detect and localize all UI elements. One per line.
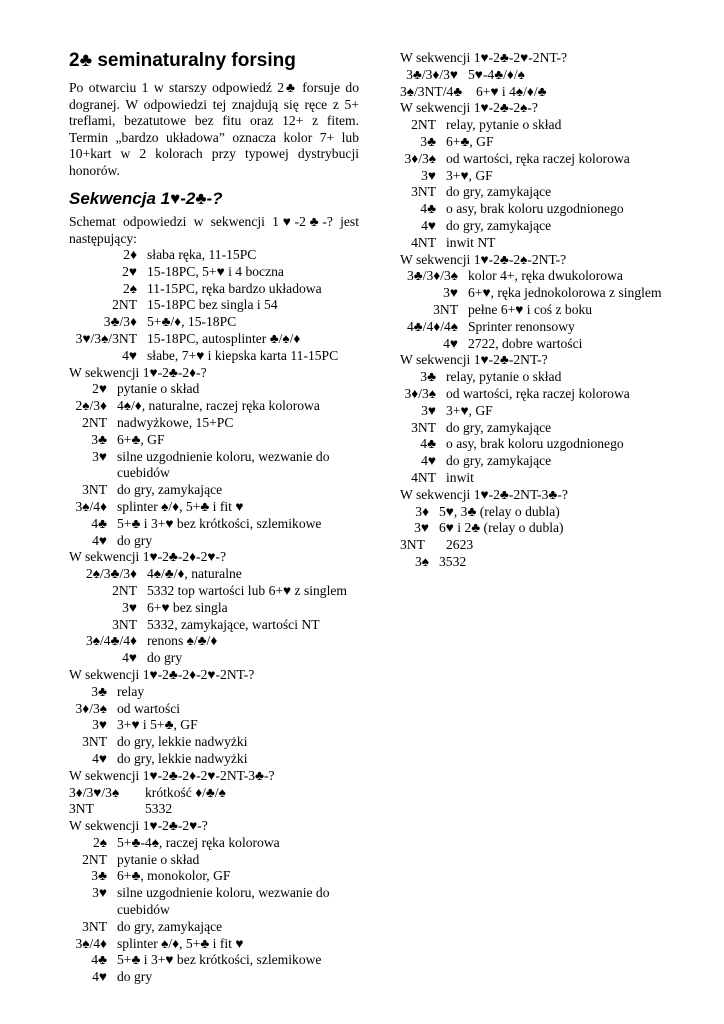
bid-row (400, 285, 708, 302)
bid-row (69, 650, 359, 667)
bid-row (400, 520, 708, 537)
bid-meaning: do gry (117, 969, 153, 985)
bid-meaning: do gry, zamykające (117, 482, 223, 498)
bid-meaning: silne uzgodnienie koloru, wezwanie do cuebidów (117, 448, 330, 481)
bid-row (69, 247, 359, 264)
bid-row (69, 415, 359, 432)
bid-meaning: splinter ♠/♦, 5+♣ i fit ♥ (117, 935, 244, 951)
bid-row (69, 684, 359, 701)
bid-label: 4♥ (421, 217, 436, 233)
bid-row (400, 554, 708, 571)
bid-row (69, 936, 359, 953)
bid-label: 4♣ (91, 952, 107, 968)
bid-label: 3NT (411, 184, 436, 200)
bid-label: 3NT (411, 419, 436, 435)
bid-row (400, 453, 708, 470)
bid-label: 2♦ (123, 247, 137, 262)
sequence-heading: W sekwencji 1♥-2♣-2♦-2♥-? (69, 549, 227, 565)
bid-label: 3♥/3♠/3NT (75, 330, 137, 346)
bid-meaning: inwit NT (446, 234, 496, 250)
sequence-heading: W sekwencji 1♥-2♣-2♥-? (69, 818, 208, 834)
bid-label: 3♥ (122, 599, 137, 615)
bid-row (400, 403, 708, 420)
bid-label: 2NT (112, 582, 137, 598)
bid-label: 2NT (82, 414, 107, 430)
bid-row (400, 319, 708, 336)
bid-meaning: do gry, zamykające (117, 918, 223, 934)
bid-label: 4♣ (420, 436, 436, 452)
bid-meaning: pełne 6+♥ i coś z boku (468, 301, 593, 317)
bid-label: 2♠/3♣/3♦ (85, 566, 137, 582)
bid-row (400, 420, 708, 437)
bid-row (69, 499, 359, 516)
left-column (69, 50, 359, 986)
bid-label: 2♠ (92, 834, 107, 850)
bid-label: 4♥ (421, 453, 436, 469)
bid-meaning: 3+♥ i 5+♣, GF (117, 717, 198, 733)
bid-row (69, 952, 359, 969)
bid-label: 3NT (400, 537, 425, 553)
bid-row (69, 432, 359, 449)
bid-label: 3♣ (420, 369, 436, 385)
bid-meaning: krótkość ♦/♣/♠ (145, 784, 226, 800)
bid-label: 3♦ (415, 503, 429, 519)
bid-meaning: 11-15PC, ręka bardzo układowa (147, 280, 322, 296)
bid-row (400, 218, 708, 235)
bid-meaning: o asy, brak koloru uzgodnionego (446, 201, 624, 217)
bid-meaning: inwit (446, 469, 474, 485)
bid-row (69, 835, 359, 852)
bid-meaning: 5332 top wartości lub 6+♥ z singlem (147, 582, 347, 598)
bid-label: 3♥ (421, 167, 436, 183)
right-column (400, 50, 708, 571)
bid-label: 2♥ (92, 381, 107, 397)
bid-row (69, 919, 359, 936)
bid-meaning: od wartości (117, 700, 181, 716)
bid-row (69, 482, 359, 499)
bid-label: 3NT (82, 918, 107, 934)
bid-label: 3NT (82, 482, 107, 498)
bid-row (69, 281, 359, 298)
bid-meaning: 6+♣, GF (117, 431, 165, 447)
bid-label: 2NT (411, 117, 436, 133)
bid-meaning: relay, pytanie o skład (446, 117, 562, 133)
bid-label: 2♥ (122, 263, 137, 279)
bid-row (400, 302, 708, 319)
bid-row (69, 633, 359, 650)
bid-meaning: słaba ręka, 11-15PC (147, 247, 257, 262)
bid-label: 3♥ (443, 285, 458, 301)
bid-meaning: silne uzgodnienie koloru, wezwanie do cuebidów (117, 885, 330, 918)
bid-row (69, 617, 359, 634)
bid-meaning: relay (117, 683, 145, 699)
bid-meaning: do gry (147, 650, 183, 666)
bid-row (400, 268, 708, 285)
bid-row (400, 470, 708, 487)
bid-row (400, 151, 708, 168)
bid-label: 2NT (82, 851, 107, 867)
bid-row (69, 751, 359, 768)
bid-meaning: 6+♣, GF (446, 133, 494, 149)
bid-label: 3♣ (91, 868, 107, 884)
bid-row (69, 852, 359, 869)
bid-row (400, 84, 708, 101)
bid-label: 3♦/3♠ (404, 385, 436, 401)
bid-label: 3♥ (414, 520, 429, 536)
bid-row (400, 436, 708, 453)
bid-meaning: 4♠/♣/♦, naturalne (147, 566, 242, 582)
bid-label: 3♠/4♦ (75, 498, 107, 514)
bid-meaning: 6+♥ bez singla (147, 599, 228, 615)
sequence-heading: W sekwencji 1♥-2♣-2♥-2NT-? (400, 50, 568, 65)
bid-label: 3♦/3♥/3♠ (69, 784, 120, 800)
bid-meaning: renons ♠/♣/♦ (147, 633, 218, 649)
bid-meaning: 2623 (446, 537, 474, 553)
bid-meaning: 6♥ i 2♣ (relay o dubla) (439, 520, 564, 536)
bid-meaning: pytanie o skład (117, 381, 200, 397)
bid-row (69, 314, 359, 331)
sequence-heading: W sekwencji 1♥-2♣-2♦-? (69, 364, 207, 380)
bid-meaning: do gry, lekkie nadwyżki (117, 750, 248, 766)
bid-label: 3♣/3♦/3♠ (406, 268, 458, 284)
bid-meaning: pytanie o skład (117, 851, 200, 867)
left-bid-list (69, 247, 359, 986)
bid-label: 3♦/3♠ (75, 700, 107, 716)
bid-label: 3♣/3♦ (103, 314, 137, 330)
page-title: 2♣ seminaturalny forsing (69, 50, 296, 71)
bid-meaning: 15-18PC, autosplinter ♣/♠/♦ (147, 330, 301, 346)
bid-row (400, 386, 708, 403)
bid-meaning: od wartości, ręka raczej kolorowa (446, 150, 630, 166)
bid-meaning: słabe, 7+♥ i kiepska karta 11-15PC (147, 347, 339, 363)
bid-label: 3♠/4♣/4♦ (85, 633, 137, 649)
bid-meaning: o asy, brak koloru uzgodnionego (446, 436, 624, 452)
bid-meaning: 6+♥, ręka jednokolorowa z singlem (468, 285, 662, 301)
bid-label: 4NT (411, 234, 436, 250)
bid-row (400, 184, 708, 201)
bid-label: 2NT (112, 297, 137, 313)
right-bid-list (400, 50, 708, 571)
bid-row (69, 885, 359, 919)
bid-row (69, 331, 359, 348)
bid-label: 3NT (112, 616, 137, 632)
bid-label: 4NT (411, 469, 436, 485)
bid-label: 3♠ (414, 553, 429, 569)
bid-row (400, 504, 708, 521)
bid-row (400, 67, 708, 84)
sequence-heading: W sekwencji 1♥-2♣-2NT-? (400, 352, 548, 368)
bid-label: 4♥ (443, 335, 458, 351)
bid-meaning: 5+♣/♦, 15-18PC (147, 314, 237, 330)
bid-row (69, 717, 359, 734)
bid-meaning: 5♥-4♣/♦/♠ (468, 66, 525, 82)
bid-label: 3♥ (92, 448, 107, 464)
bid-row (400, 537, 708, 554)
bid-label: 4♣ (91, 515, 107, 531)
bid-label: 3♠/3NT/4♣ (400, 83, 463, 99)
bid-label: 3♠/4♦ (75, 935, 107, 951)
bid-row (69, 969, 359, 986)
bid-meaning: Sprinter renonsowy (468, 318, 575, 334)
bid-meaning: 5♥, 3♣ (relay o dubla) (439, 503, 560, 519)
bid-row (400, 168, 708, 185)
bid-meaning: do gry (117, 532, 153, 548)
bid-meaning: 6+♥ i 4♠/♦/♣ (476, 83, 547, 99)
bid-label: 3♣ (420, 133, 436, 149)
bid-meaning: 5332 (145, 801, 173, 817)
bid-meaning: 4♠/♦, naturalne, raczej ręka kolorowa (117, 398, 320, 414)
bid-row (69, 264, 359, 281)
bid-row (69, 533, 359, 550)
sequence-heading: W sekwencji 1♥-2♣-2NT-3♣-? (400, 486, 568, 502)
sequence-heading: W sekwencji 1♥-2♣-2♦-2♥-2NT-? (69, 666, 255, 682)
bid-label: 3♣ (91, 431, 107, 447)
bid-label: 4♥ (122, 650, 137, 666)
bid-row (69, 600, 359, 617)
bid-row (69, 583, 359, 600)
bid-row (69, 801, 359, 818)
bid-row (69, 566, 359, 583)
bid-meaning: splinter ♠/♦, 5+♣ i fit ♥ (117, 498, 244, 514)
bid-label: 3NT (82, 734, 107, 750)
bid-meaning: 3+♥, GF (446, 167, 493, 183)
bid-row (69, 449, 359, 483)
bid-meaning: relay, pytanie o skład (446, 369, 562, 385)
bid-label: 3NT (433, 301, 458, 317)
bid-row (69, 785, 359, 802)
bid-meaning: do gry, zamykające (446, 217, 552, 233)
bid-label: 4♣ (420, 201, 436, 217)
bid-label: 3♥ (92, 885, 107, 901)
bid-row (69, 516, 359, 533)
bid-row (69, 734, 359, 751)
bid-row (400, 336, 708, 353)
bid-label: 3NT (69, 801, 94, 817)
bid-meaning: 3+♥, GF (446, 402, 493, 418)
bid-meaning: 2722, dobre wartości (468, 335, 583, 351)
bid-meaning: 5+♣ i 3+♥ bez krótkości, szlemikowe (117, 515, 322, 531)
bid-row (400, 369, 708, 386)
bid-meaning: do gry, zamykające (446, 453, 552, 469)
bid-meaning: 3532 (439, 553, 467, 569)
bid-row (400, 201, 708, 218)
bid-label: 4♣/4♦/4♠ (406, 318, 458, 334)
bid-meaning: do gry, zamykające (446, 184, 552, 200)
bid-meaning: 15-18PC, 5+♥ i 4 boczna (147, 263, 284, 279)
bid-label: 4♥ (92, 750, 107, 766)
bid-meaning: kolor 4+, ręka dwukolorowa (468, 268, 623, 284)
bid-label: 4♥ (92, 532, 107, 548)
bid-meaning: do gry, zamykające (446, 419, 552, 435)
bid-label: 3♣ (91, 683, 107, 699)
bid-row (69, 381, 359, 398)
section-title: Sekwencja 1♥-2♣-? (69, 189, 223, 208)
bid-meaning: 5332, zamykające, wartości NT (147, 616, 320, 632)
bid-label: 3♣/3♦/3♥ (406, 66, 458, 82)
bid-meaning: od wartości, ręka raczej kolorowa (446, 385, 630, 401)
bid-label: 3♥ (421, 402, 436, 418)
bid-meaning: 5+♣ i 3+♥ bez krótkości, szlemikowe (117, 952, 322, 968)
bid-label: 4♥ (122, 347, 137, 363)
bid-label: 3♥ (92, 717, 107, 733)
bid-row (69, 297, 359, 314)
bid-row (400, 134, 708, 151)
bid-meaning: 5+♣-4♠, raczej ręka kolorowa (117, 834, 280, 850)
bid-label: 2♠/3♦ (75, 398, 107, 414)
sequence-heading: W sekwencji 1♥-2♣-2♦-2♥-2NT-3♣-? (69, 767, 275, 783)
bid-row (69, 701, 359, 718)
bid-meaning: 15-18PC bez singla i 54 (147, 297, 278, 313)
sequence-heading: W sekwencji 1♥-2♣-2♠-? (400, 100, 538, 116)
bid-meaning: nadwyżkowe, 15+PC (117, 414, 234, 430)
sequence-heading: W sekwencji 1♥-2♣-2♠-2NT-? (400, 251, 567, 267)
bid-meaning: 6+♣, monokolor, GF (117, 868, 231, 884)
bid-row (400, 117, 708, 134)
intro-paragraph: Po otwarciu 1 w starszy odpowiedź 2♣ forsuje do dogranej. W odpowiedzi tej znajdują się ręce z 5+ treflami, bezatutowe bez fitu oraz 12+ z fitem. Termin „bardzo układowa” oznacza kolor 7+ lub 10+kart w 2 kolorach przy typowej dystrybucji honorów. (69, 80, 359, 178)
bid-label: 3♦/3♠ (404, 150, 436, 166)
bid-meaning: do gry, lekkie nadwyżki (117, 734, 248, 750)
schema-text: Schemat odpowiedzi w sekwencji 1♥-2♣-? jest następujący: (69, 214, 359, 246)
bid-label: 4♥ (92, 969, 107, 985)
bid-label: 2♠ (122, 280, 137, 296)
bid-row (400, 235, 708, 252)
bid-row (69, 348, 359, 365)
bid-row (69, 398, 359, 415)
bid-row (69, 868, 359, 885)
